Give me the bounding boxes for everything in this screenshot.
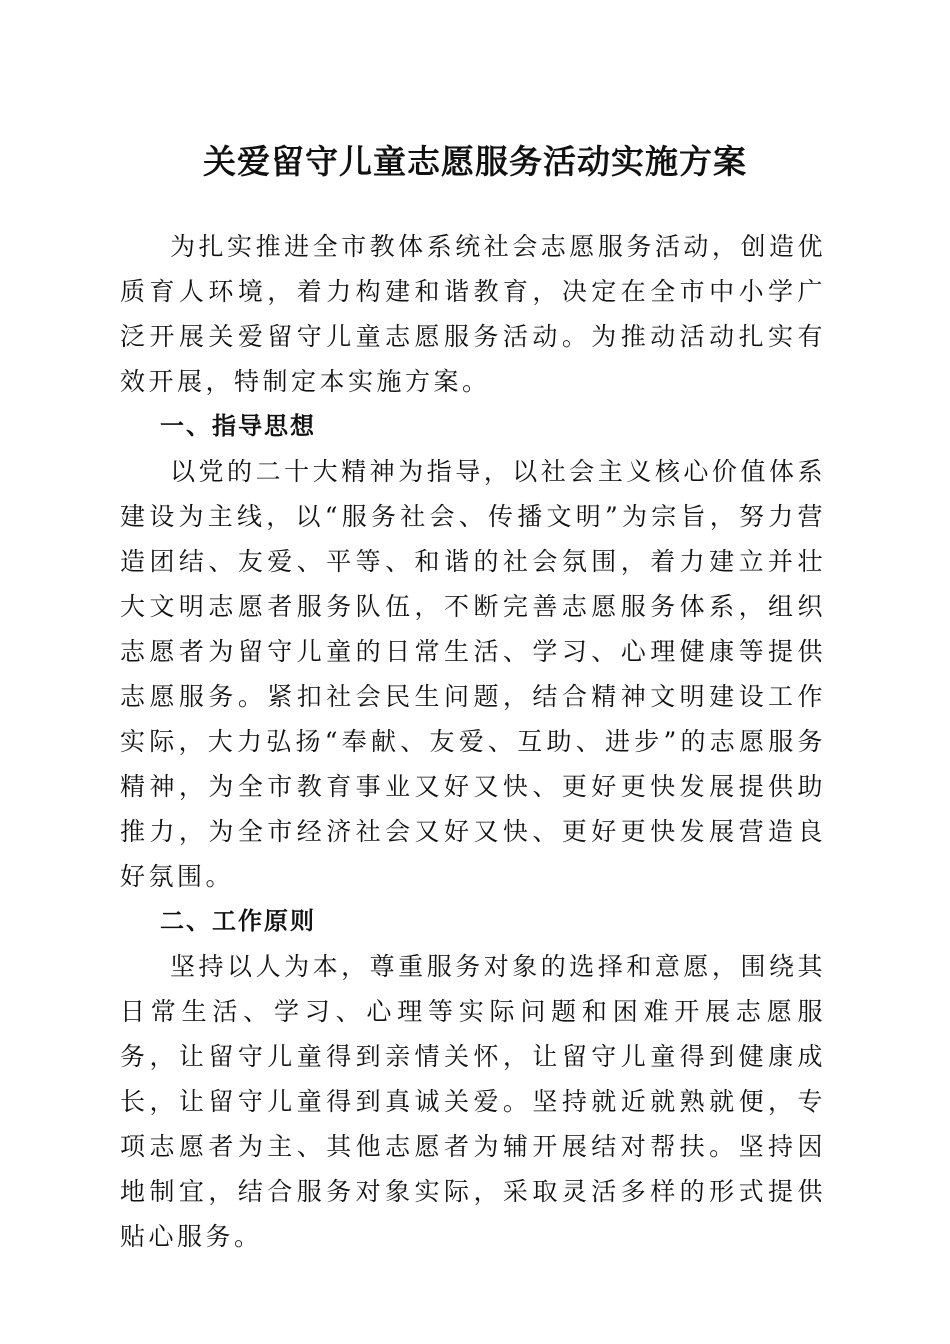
section-body-work-principles: 坚持以人为本，尊重服务对象的选择和意愿，围绕其日常生活、学习、心理等实际问题和困难开展志愿服务，让留守儿童得到亲情关怀，让留守儿童得到健康成长，让留守儿童得到真诚关爱。坚持就近就熟就便，专项志愿者为主、其他志愿者为辅开展结对帮扶。坚持因地制宜，结合服务对象实际，采取灵活多样的形式提供贴心服务。 xyxy=(120,952,826,1251)
document-body xyxy=(120,224,826,1259)
section-body-guiding-ideology: 以党的二十大精神为指导，以社会主义核心价值体系建设为主线，以“服务社会、传播文明”为宗旨，努力营造团结、友爱、平等、和谐的社会氛围，着力建立并壮大文明志愿者服务队伍，不断完善志愿服务体系，组织志愿者为留守儿童的日常生活、学习、心理健康等提供志愿服务。紧扣社会民生问题，结合精神文明建设工作实际，大力弘扬“奉献、友爱、互助、进步”的志愿服务精神，为全市教育事业又好又快、更好更快发展提供助推力，为全市经济社会又好又快、更好更快发展营造良好氛围。 xyxy=(120,457,826,891)
intro-paragraph: 为扎实推进全市教体系统社会志愿服务活动，创造优质育人环境，着力构建和谐教育，决定在全市中小学广泛开展关爱留守儿童志愿服务活动。为推动活动扎实有效开展，特制定本实施方案。 xyxy=(120,232,826,396)
section-heading-guiding-ideology: 一、指导思想 xyxy=(160,412,316,440)
document-title: 关爱留守儿童志愿服务活动实施方案 xyxy=(203,142,747,181)
section-heading-work-principles: 二、工作原则 xyxy=(160,907,316,935)
